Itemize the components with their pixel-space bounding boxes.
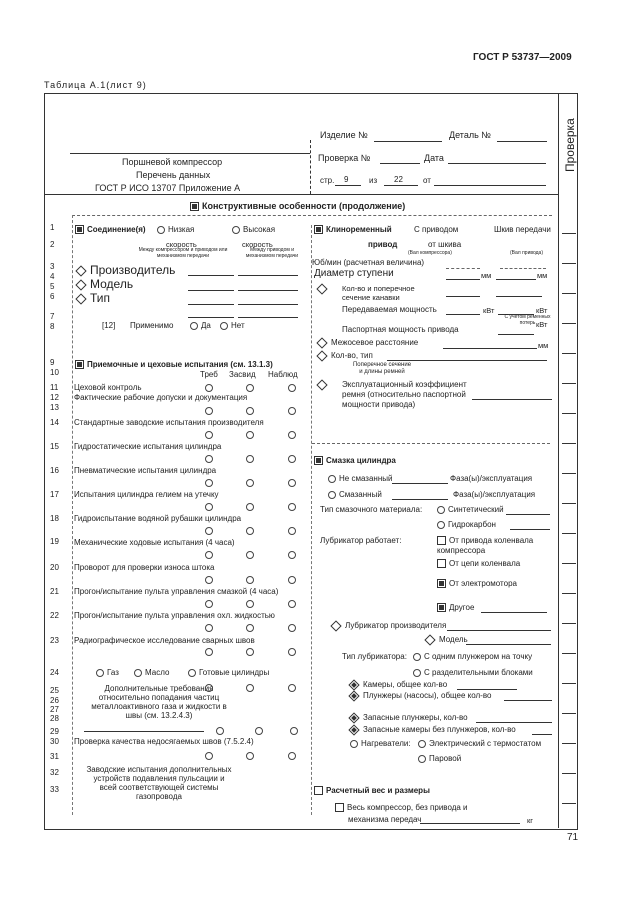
row-number: 23: [50, 636, 59, 645]
row-number: 24: [50, 668, 59, 677]
row-number: 6: [50, 292, 55, 301]
manufacturer-field-1[interactable]: [188, 275, 234, 276]
test-item: Фактические рабочие допуски и документация: [74, 393, 248, 402]
title-vertical: [310, 140, 311, 194]
steam-heater-radio[interactable]: Паровой: [418, 754, 461, 763]
mm-unit: мм: [537, 271, 548, 280]
compressor-title: Поршневой компрессор: [122, 157, 223, 167]
type-field-1[interactable]: [188, 304, 234, 305]
check-label: Проверка №: [318, 153, 371, 163]
weight-line2: механизма передач: [348, 815, 422, 824]
row-number: 4: [50, 272, 55, 281]
side-divider: [558, 93, 559, 828]
title-divider: [70, 153, 310, 154]
belt-pulley: Шкив передачи: [494, 225, 551, 234]
pulley-note: (Вал привода): [510, 250, 544, 256]
row-number: 14: [50, 418, 59, 427]
row-number: 32: [50, 768, 59, 777]
item-field[interactable]: [374, 141, 442, 142]
column-divider: [311, 225, 312, 815]
weight-title: Расчетный вес и размеры: [314, 786, 430, 795]
single-pump-radio[interactable]: С одним плунжером на точку: [413, 652, 532, 661]
mm-unit: мм: [538, 341, 549, 350]
weight-line1: Весь компрессор, без привода и: [335, 803, 468, 812]
from-crank-option[interactable]: От привода коленвала компрессора: [437, 536, 534, 555]
row-number: 1: [50, 223, 55, 232]
gas-radio[interactable]: Газ: [96, 668, 119, 677]
mm-unit: мм: [481, 271, 492, 280]
row-number: 13: [50, 403, 59, 412]
row-number: 11: [50, 383, 59, 392]
seam-field[interactable]: [84, 731, 204, 732]
test-item: Гидростатические испытания цилиндра: [74, 442, 222, 451]
model-field-1[interactable]: [188, 290, 234, 291]
coupling-check-icon: [75, 225, 84, 234]
service-factor-row: [316, 380, 331, 389]
spare-chambers-label: Запасные камеры без плунжеров, кол-во: [348, 725, 516, 734]
divider-radio[interactable]: С разделительными блоками: [413, 668, 533, 677]
table-caption: Таблица А.1(лист 9): [44, 80, 147, 90]
row-number: 8: [50, 322, 55, 331]
kw-unit: кВт: [483, 306, 495, 315]
non-lube-radio[interactable]: Не смазанный: [328, 474, 392, 483]
row-number: 18: [50, 514, 59, 523]
diamond-icon: [75, 293, 86, 304]
col-observe: Наблюд: [268, 370, 298, 379]
driver-power-label: Паспортная мощность привода: [342, 325, 459, 334]
synthetic-radio[interactable]: Синтетический: [437, 505, 504, 514]
standard-number: ГОСТ Р 53737—2009: [473, 52, 572, 63]
spare-plungers-label: Запасные плунжеры, кол-во: [348, 713, 468, 722]
diamond-filled-icon: [348, 690, 359, 701]
tests-check-icon: [75, 360, 84, 369]
non-lube-field[interactable]: [392, 483, 448, 484]
detail-field[interactable]: [497, 141, 547, 142]
test-item: Стандартные заводские испытания производителя: [74, 418, 264, 427]
diamond-icon: [424, 634, 435, 645]
lubed-radio[interactable]: Смазанный: [328, 490, 382, 499]
driver-label: привод: [368, 240, 398, 249]
side-label: Проверка: [563, 118, 577, 172]
col-required: Треб: [200, 370, 218, 379]
service-factor-field[interactable]: [472, 399, 552, 400]
diamond-icon: [330, 620, 341, 631]
test-item: Механические ходовые испытания (4 часа): [74, 538, 235, 547]
power-note: С учетом ременных потерь: [504, 314, 551, 326]
yes-radio[interactable]: Да: [190, 321, 211, 330]
row-number: 19: [50, 537, 59, 546]
type-field-2[interactable]: [238, 304, 298, 305]
title-block-bottom: [44, 194, 559, 195]
hydrocarbon-field[interactable]: [510, 529, 550, 530]
finished-cylinders-radio[interactable]: Готовые цилиндры: [188, 668, 269, 677]
test-item: Радиографическое исследование сварных швов: [74, 636, 255, 645]
rpm-field-2[interactable]: [500, 268, 546, 269]
date-field[interactable]: [448, 163, 546, 164]
driver-power-field[interactable]: [498, 334, 534, 335]
kw-unit-2: кВт: [536, 320, 548, 329]
synthetic-field[interactable]: [506, 514, 550, 515]
type-row: Тип: [75, 291, 110, 305]
belt-section-note: Поперечное сечение и длины ремней: [352, 362, 412, 375]
test-item: Дополнительные требования относительно попадания частиц металлоактивного газа и жидкости в швы (см. 13.2.4.3): [91, 684, 227, 720]
diamond-icon: [316, 283, 327, 294]
test-item: Проворот для проверки износа штока: [74, 563, 215, 572]
extra-field-2[interactable]: [238, 317, 298, 318]
power-label: Передаваемая мощность: [342, 305, 437, 314]
standard-ref: ГОСТ Р ИСО 13707 Приложение А: [95, 183, 241, 193]
power-field-1[interactable]: [446, 314, 480, 315]
row-number: 30: [50, 737, 59, 746]
belt-count-field-2[interactable]: [496, 296, 542, 297]
manufacturer-field-2[interactable]: [238, 275, 298, 276]
row-number: 20: [50, 563, 59, 572]
rpm-label: Юб/мин (расчетная величина): [312, 258, 425, 267]
pitch-diameter-label: Диаметр ступени: [314, 268, 394, 279]
model-field-2[interactable]: [238, 290, 298, 291]
col-witness: Засвид: [229, 370, 256, 379]
diamond-icon: [75, 279, 86, 290]
kw-unit: кВт: [536, 306, 548, 315]
date-label: Дата: [424, 153, 444, 163]
diamond-filled-icon: [348, 679, 359, 690]
test-item: Прогон/испытание пульта управления охл. жидкостью: [74, 611, 275, 620]
row-number: 3: [50, 262, 55, 271]
row-number: 25: [50, 686, 59, 695]
pitch-field-1[interactable]: [446, 279, 480, 280]
row-number: 16: [50, 466, 59, 475]
left-margin-line: [72, 215, 73, 815]
row-number: 22: [50, 611, 59, 620]
item-label: Изделие №: [320, 130, 368, 140]
model-row: Модель: [75, 277, 133, 291]
page-value: 9: [344, 175, 349, 184]
test-item: Гидроиспытание водяной рубашки цилиндра: [74, 514, 242, 523]
lub-model-label: Модель: [424, 635, 468, 644]
from-field[interactable]: [434, 185, 546, 186]
section-check-icon: [190, 202, 199, 211]
row-number: 10: [50, 368, 59, 377]
chambers-field[interactable]: [457, 689, 517, 690]
test-item: Испытания цилиндра гелием на утечку: [74, 490, 219, 499]
from-pulley-label: от шкива: [428, 240, 462, 249]
plungers-label: Плунжеры (насосы), общее кол-во: [348, 691, 491, 700]
oil-type-label: Тип смазочного материала:: [320, 505, 423, 514]
oil-radio[interactable]: Масло: [134, 668, 169, 677]
test-item: Прогон/испытание пульта управления смазкой (4 часа): [74, 587, 279, 596]
lubed-field[interactable]: [392, 499, 448, 500]
lub-manufacturer-label: Лубрикатор производителя: [330, 621, 446, 630]
row-number: 21: [50, 587, 59, 596]
electric-heater-radio[interactable]: Электрический с термостатом: [418, 739, 541, 748]
driver-note: (Вал компрессора): [408, 250, 452, 256]
rpm-field-1[interactable]: [446, 268, 480, 269]
lube-title: Смазка цилиндра: [314, 456, 396, 465]
test-item: Цеховой контроль: [74, 383, 142, 392]
applicable-ref: [12]: [102, 321, 116, 330]
manufacturer-row: Производитель: [75, 263, 175, 277]
coupling-title: Соединение(я): [75, 225, 146, 234]
row-number: 9: [50, 358, 55, 367]
row-number: 26: [50, 696, 59, 705]
heaters-label: Нагреватели:: [350, 739, 411, 748]
diamond-icon: [316, 350, 327, 361]
lub-manufacturer-field[interactable]: [447, 630, 551, 631]
test-item: Заводские испытания дополнительных устройств подавления пульсации и всей соответствующей системы газопровода: [86, 765, 232, 801]
speed1-note: Между компрессором и приводом или механизмом передачи: [138, 247, 228, 259]
kg-unit: кг: [527, 816, 534, 825]
diamond-icon: [316, 337, 327, 348]
detail-label: Деталь №: [449, 130, 491, 140]
belt-type-label: Кол-во, тип: [316, 351, 373, 360]
row-number: 33: [50, 785, 59, 794]
weight-check-icon: [314, 786, 323, 795]
center-distance-label: Межосевое расстояние: [316, 338, 418, 347]
phase-op-label-2: Фаза(ы)/эксплуатация: [453, 490, 536, 499]
from-motor-option[interactable]: От электромотора: [437, 579, 517, 588]
high-radio[interactable]: Высокая: [232, 225, 275, 234]
row-number: 2: [50, 240, 55, 249]
row-number: 5: [50, 282, 55, 291]
lube-check-icon: [314, 456, 323, 465]
speed1-label: скорость: [166, 240, 197, 249]
data-list-title: Перечень данных: [136, 170, 211, 180]
chambers-label: Камеры, общее кол-во: [348, 680, 447, 689]
page-number: 71: [567, 832, 579, 843]
test-item: Проверка качества недосягаемых швов (7.5.2.4): [74, 737, 254, 746]
belt-check-icon: [314, 225, 323, 234]
spare-chambers-field[interactable]: [532, 734, 552, 735]
section-title: Конструктивные особенности (продолжение): [190, 201, 405, 211]
service-factor-label: Эксплуатационный коэффициент ремня (относительно паспортной мощности привода): [342, 380, 467, 409]
of-underline: [384, 185, 418, 186]
applicable-label: Применимо: [130, 321, 174, 330]
from-crank-chain-option[interactable]: От цепи коленвала: [437, 559, 520, 568]
pitch-field-2[interactable]: [496, 279, 536, 280]
row-number: 29: [50, 727, 59, 736]
extra-field-1[interactable]: [188, 317, 234, 318]
belt-count-label: Кол-во и поперечное сечение канавки: [342, 284, 415, 302]
other-field[interactable]: [481, 612, 547, 613]
diamond-icon: [75, 265, 86, 276]
row-number: 28: [50, 714, 59, 723]
row-number: 12: [50, 393, 59, 402]
no-radio[interactable]: Нет: [220, 321, 245, 330]
belt-driver: С приводом: [414, 225, 459, 234]
row-number: 17: [50, 490, 59, 499]
speed2-note: Между приводом и механизмом передачи: [245, 247, 299, 259]
check-field[interactable]: [380, 163, 420, 164]
lubricator-works-label: Лубрикатор работает:: [320, 536, 402, 545]
belt-count-row: [316, 284, 331, 293]
test-item: Пневматические испытания цилиндра: [74, 466, 217, 475]
belt-title: Клиноременный: [314, 225, 392, 234]
belt-type-field[interactable]: [387, 360, 547, 361]
section-divider: [72, 215, 552, 216]
plungers-field[interactable]: [504, 700, 552, 701]
tests-title: Приемочные и цеховые испытания (см. 13.1.3): [75, 360, 273, 369]
hydrocarbon-radio[interactable]: Гидрокарбон: [437, 520, 496, 529]
page-label: стр.: [320, 176, 335, 185]
phase-op-label: Фаза(ы)/эксплуатация: [450, 474, 533, 483]
diamond-icon: [316, 379, 327, 390]
lub-model-field[interactable]: [466, 644, 551, 645]
belt-count-field-1[interactable]: [446, 296, 480, 297]
other-option[interactable]: Другое: [437, 603, 474, 612]
of-value: 22: [394, 175, 403, 184]
weight-field[interactable]: [420, 823, 520, 824]
speed2-label: скорость: [242, 240, 273, 249]
lube-divider: [312, 443, 550, 444]
page-underline: [335, 185, 361, 186]
lub-type-label: Тип лубрикатора:: [342, 652, 407, 661]
row-number: 15: [50, 442, 59, 451]
spare-plungers-field[interactable]: [476, 722, 552, 723]
row-number: 31: [50, 752, 59, 761]
from-label: от: [423, 176, 431, 185]
row-number: 7: [50, 312, 55, 321]
of-label: из: [369, 176, 378, 185]
row-number: 27: [50, 705, 59, 714]
diamond-filled-icon: [348, 724, 359, 735]
low-radio[interactable]: Низкая: [157, 225, 194, 234]
center-distance-field[interactable]: [443, 348, 537, 349]
diamond-filled-icon: [348, 712, 359, 723]
